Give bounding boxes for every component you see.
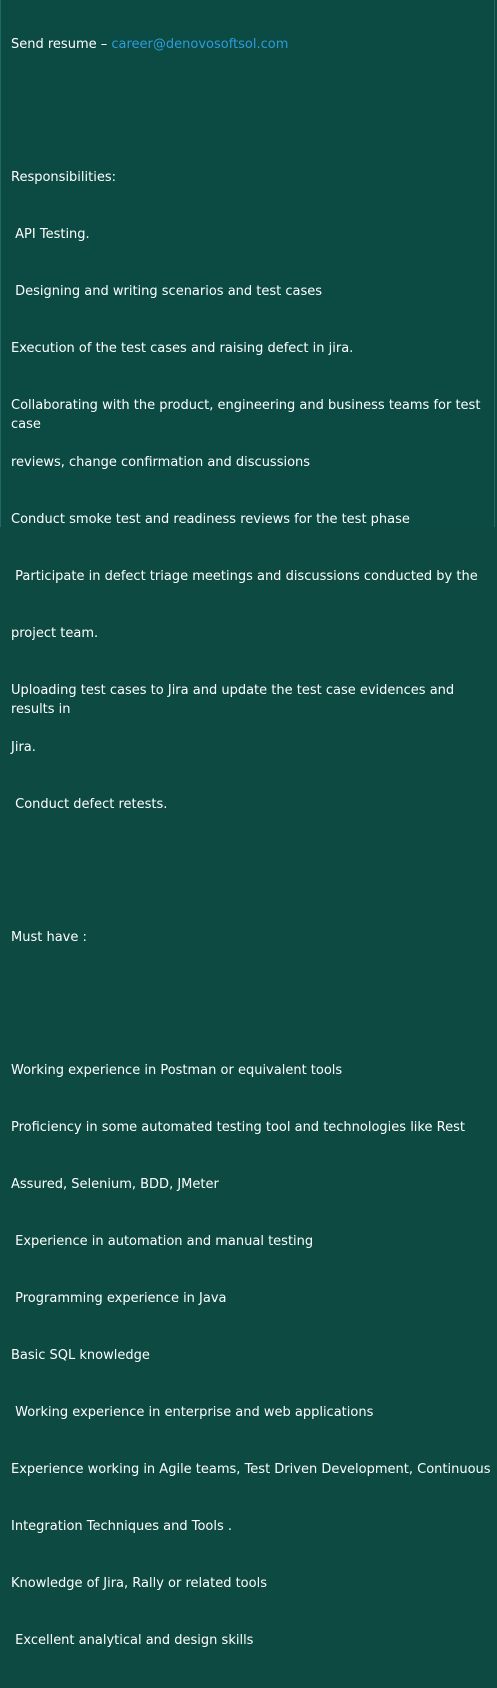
career-email-link[interactable]: career@denovosoftsol.com [111,37,289,52]
blank-line [11,871,493,890]
responsibilities-heading: Responsibilities: [11,170,116,185]
must-have-line: Experience in automation and manual testing [11,1234,314,1249]
responsibility-line: project team. [11,626,99,641]
responsibility-line: Collaborating with the product, engineering and business teams for test case [11,398,485,432]
responsibility-line: Execution of the test cases and raising defect in jira. [11,341,354,356]
responsibility-line: Conduct defect retests. [11,797,168,812]
must-have-line: Working experience in Postman or equivalent tools [11,1063,343,1078]
must-have-line: Integration Techniques and Tools . [11,1519,233,1534]
must-have-line: Working experience in enterprise and web applications [11,1405,374,1420]
send-resume-line [11,35,493,54]
must-have-line: Assured, Selenium, BDD, JMeter [11,1177,219,1192]
must-have-line: Proficiency in some automated testing tool and technologies like Rest [11,1120,465,1135]
must-have-line: Basic SQL knowledge [11,1348,150,1363]
must-have-line: Knowledge of Jira, Rally or related tools [11,1576,267,1591]
responsibility-line: reviews, change confirmation and discussions [11,455,311,470]
responsibility-line: API Testing. [11,227,90,242]
responsibility-line: Participate in defect triage meetings and discussions conducted by the [11,569,478,584]
responsibility-line: Conduct smoke test and readiness reviews for the test phase [11,512,410,527]
blank-line [11,92,493,111]
responsibility-line: Designing and writing scenarios and test cases [11,284,323,299]
must-have-line: Excellent analytical and design skills [11,1633,254,1648]
send-resume-prefix: Send resume – [11,37,112,52]
job-post-text [11,0,493,1688]
responsibility-line: Jira. [11,740,36,755]
must-have-line: Programming experience in Java [11,1291,227,1306]
blank-line [11,985,493,1004]
responsibility-line: Uploading test cases to Jira and update the test case evidences and results in [11,683,459,717]
must-have-line: Experience working in Agile teams, Test Driven Development, Continuous [11,1462,491,1477]
must-have-heading: Must have : [11,930,87,945]
